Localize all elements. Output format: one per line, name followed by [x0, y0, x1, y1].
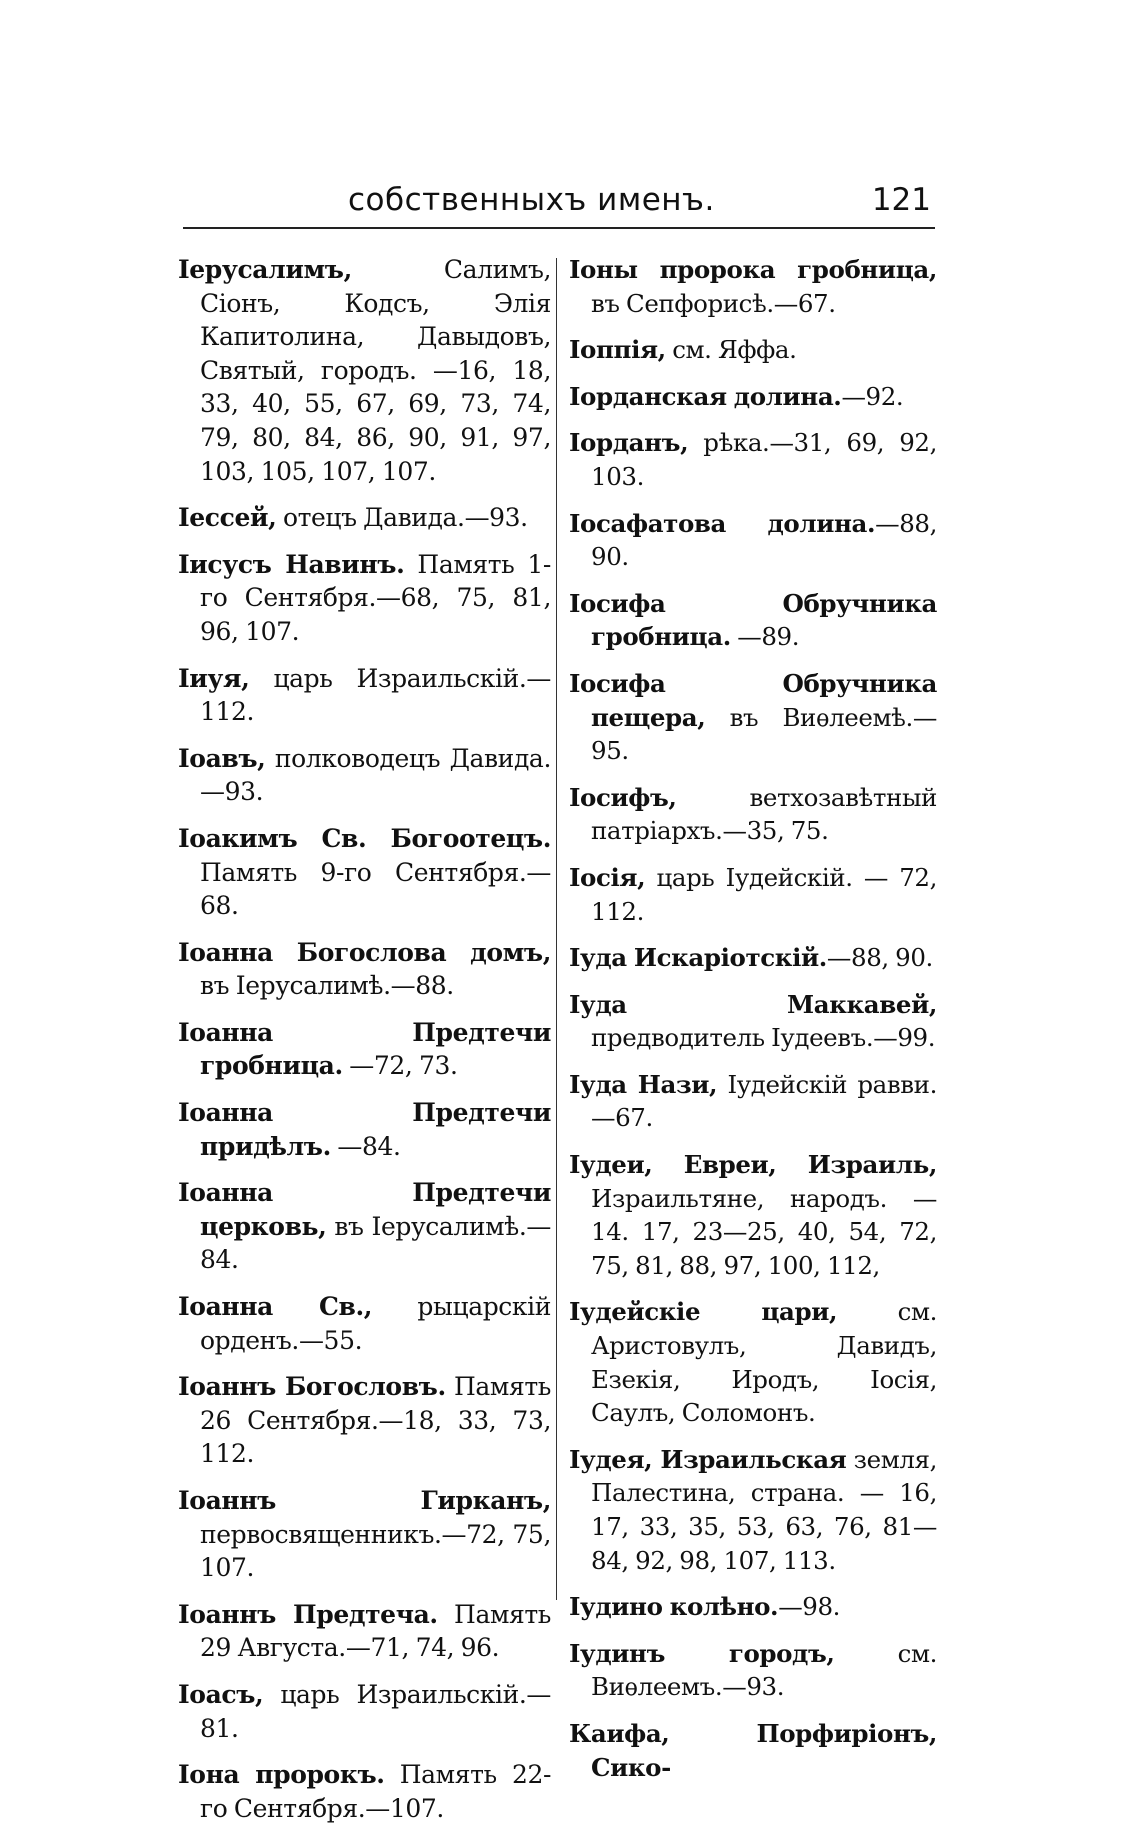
index-entry: [569, 1637, 937, 1704]
entry-term: Іуда Маккавей,: [569, 989, 937, 1019]
entry-term: Іудинъ городъ,: [569, 1638, 835, 1668]
entry-references: Память 29 Августа.—71, 74, 96.: [200, 1599, 552, 1663]
entry-references: царь Іудейскій. — 72, 112.: [591, 862, 937, 926]
index-entry: [569, 380, 937, 414]
entry-references: Іудейскій равви. —67.: [591, 1069, 937, 1133]
index-entry: [569, 861, 937, 928]
index-entry: [569, 1148, 937, 1282]
entry-term: Іерусалимъ,: [178, 255, 352, 284]
running-header: [183, 182, 935, 222]
index-entry: [569, 1295, 937, 1429]
entry-term: Іоаннъ Богословъ.: [178, 1372, 446, 1402]
entry-references: отецъ Давида.—93.: [276, 503, 528, 533]
entry-term: Іоаннъ Гирканъ,: [178, 1486, 551, 1515]
entry-term: Іосифа Обручника гробница.: [569, 588, 937, 652]
entry-term: Іоппія,: [569, 335, 666, 365]
entry-term: Каифа, Порфиріонъ, Сико-: [569, 1718, 937, 1782]
entry-references: Память 9-го Сентября.—68.: [200, 857, 551, 921]
entry-term: Іудейскіе цари,: [569, 1297, 838, 1327]
entry-references: въ Іерусалимѣ.—88.: [200, 971, 454, 1001]
entry-term: Іиуя,: [178, 663, 250, 693]
index-entry: [178, 936, 551, 1003]
entry-term: Іоанна Предтечи гробница.: [178, 1017, 551, 1081]
index-entry: [569, 507, 937, 574]
index-entry: [178, 1176, 551, 1277]
entry-references: Память 1-го Сентября.—68, 75, 81, 96, 107.: [200, 549, 551, 646]
column-divider: [556, 258, 557, 1600]
index-entry: [178, 1290, 551, 1357]
entry-references: въ Виѳлеемѣ.—95.: [591, 702, 937, 766]
entry-references: въ Сепфорисѣ.—67.: [591, 288, 836, 318]
entry-references: царь Израильскій.—112.: [200, 663, 551, 727]
entry-term: Іессей,: [178, 503, 277, 533]
index-entry: [569, 1068, 937, 1135]
entry-term: Іоанна Предтечи церковь,: [178, 1178, 551, 1241]
entry-term: Іуда Искаріотскій.: [569, 943, 827, 973]
entry-term: Іоасъ,: [178, 1679, 264, 1709]
index-entry: [569, 333, 937, 367]
index-entry: [569, 1443, 937, 1577]
entry-references: предводитель Іудеевъ.—99.: [591, 1023, 936, 1053]
entry-references: —88, 90.: [591, 508, 937, 572]
entry-references: —84.: [330, 1131, 401, 1161]
index-entry: [569, 1590, 937, 1624]
entry-term: Іосія,: [569, 862, 646, 892]
index-entry: [569, 1717, 937, 1784]
entry-references: см. Яффа.: [665, 335, 797, 365]
index-entry: [569, 667, 937, 768]
entry-term: Іоакимъ Св. Богоотецъ.: [178, 823, 551, 853]
index-entry: [178, 1484, 551, 1585]
index-column-left: [178, 253, 551, 1838]
entry-term: Іисусъ Навинъ.: [178, 549, 405, 579]
entry-term: Іорданъ,: [569, 428, 689, 458]
entry-references: —89.: [730, 622, 800, 652]
entry-term: Іоанна Предтечи придѣлъ.: [178, 1098, 551, 1161]
entry-references: въ Іерусалимѣ.—84.: [200, 1211, 551, 1275]
header-title: собственныхъ именъ.: [348, 182, 715, 218]
index-entry: [178, 1016, 551, 1083]
index-entry: [178, 253, 551, 488]
index-entry: [178, 822, 551, 923]
index-entry: [569, 988, 937, 1055]
entry-references: —72, 73.: [342, 1051, 458, 1081]
entry-references: Память 22-го Сентября.—107.: [200, 1760, 551, 1823]
entry-references: рыцарскій орденъ.—55.: [200, 1292, 551, 1355]
entry-term: Іоавъ,: [178, 743, 266, 773]
entry-references: царь Израильскій.—81.: [200, 1679, 551, 1743]
index-column-right: [569, 253, 937, 1797]
index-entry: [178, 548, 551, 649]
index-entry: [178, 501, 551, 535]
entry-references: —98.: [778, 1592, 841, 1622]
entry-term: Іуда Нази,: [569, 1069, 718, 1099]
index-entry: [178, 1678, 551, 1745]
index-entry: [178, 1758, 551, 1825]
entry-references: рѣка.—31, 69, 92, 103.: [591, 428, 937, 491]
index-entry: [178, 662, 551, 729]
entry-references: Израильтяне, народъ. — 14. 17, 23—25, 40, 54, 72, 75, 81, 88, 97, 100, 112,: [591, 1183, 937, 1280]
index-entry: [569, 426, 937, 493]
entry-term: Іудея, Израильская: [569, 1444, 847, 1474]
header-rule: [183, 227, 935, 229]
index-entry: [569, 253, 937, 320]
entry-term: Іоанна Богослова домъ,: [178, 937, 551, 967]
entry-term: Іорданская долина.: [569, 381, 842, 411]
index-entry: [178, 742, 551, 809]
entry-term: Іосафатова долина.: [569, 508, 876, 538]
entry-term: Іудино колѣно.: [569, 1592, 779, 1622]
entry-term: Іона пророкъ.: [178, 1760, 385, 1790]
entry-references: ветхозавѣтный патріархъ.—35, 75.: [591, 782, 937, 846]
entry-term: Іоанна Св.,: [178, 1292, 373, 1322]
entry-term: Іудеи, Евреи, Израиль,: [569, 1150, 937, 1180]
entry-term: Іосифъ,: [569, 782, 677, 812]
entry-term: Іоаннъ Предтеча.: [178, 1599, 438, 1629]
entry-term: Іоны пророка гробница,: [569, 255, 937, 284]
index-entry: [178, 1096, 551, 1163]
index-entry: [569, 587, 937, 654]
index-entry: [178, 1598, 551, 1665]
entry-references: см. Аристовулъ, Давидъ, Езекія, Иродъ, Іосія, Саулъ, Соломонъ.: [591, 1297, 937, 1428]
index-entry: [569, 941, 937, 975]
page-number: 121: [871, 182, 931, 218]
entry-references: —88, 90.: [826, 943, 933, 973]
entry-references: —92.: [841, 381, 904, 411]
entry-references: полководецъ Давида. —93.: [200, 743, 551, 807]
entry-references: Салимъ, Сіонъ, Кодсъ, Элія Капитолина, Давыдовъ, Святый, городъ. —16, 18, 33, 40, 55, 67, 69, 73, 74, 79, 80, 84, 86, 90, 91, 97, 103, 105, 107, 107.: [200, 255, 551, 486]
entry-references: земля, Палестина, страна. — 16, 17, 33, 35, 53, 63, 76, 81—84, 92, 98, 107, 113.: [591, 1444, 937, 1575]
index-entry: [569, 781, 937, 848]
entry-references: см. Виѳлеемъ.—93.: [591, 1638, 937, 1702]
entry-term: Іосифа Обручника пещера,: [569, 668, 937, 732]
entry-references: Память 26 Сентября.—18, 33, 73, 112.: [200, 1372, 551, 1469]
index-entry: [178, 1370, 551, 1471]
entry-references: первосвященникъ.—72, 75, 107.: [200, 1519, 551, 1583]
